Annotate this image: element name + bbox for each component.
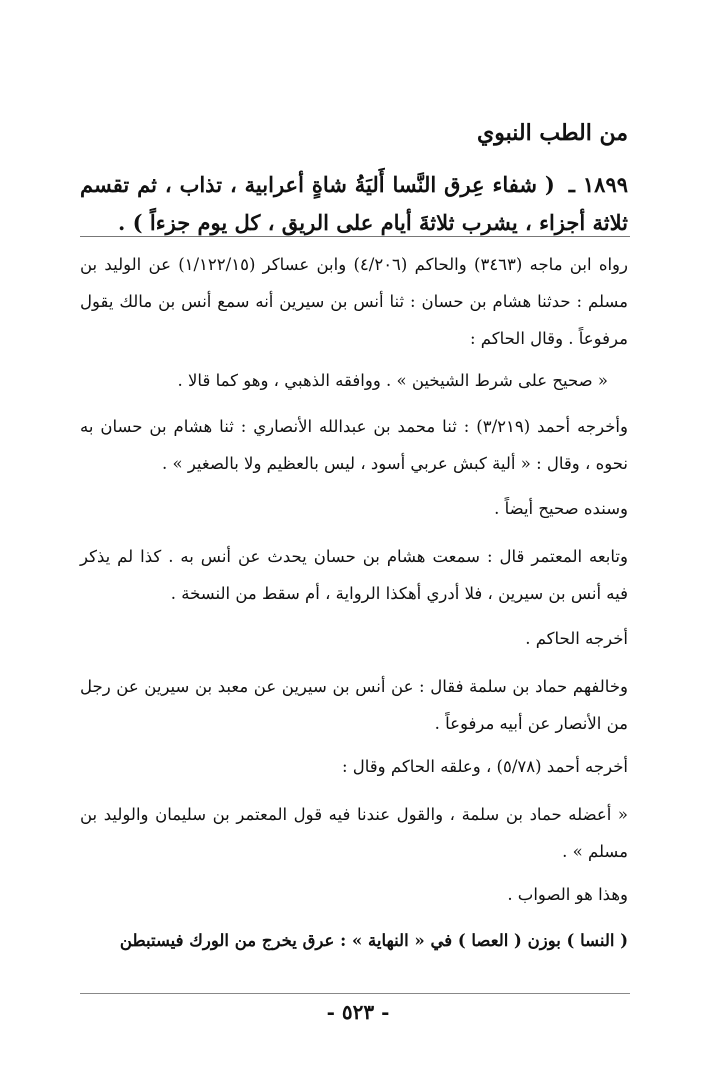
hadith-number: ١٨٩٩ ـ (568, 172, 629, 197)
paragraph-9: « أعضله حماد بن سلمة ، والقول عندنا فيه قول المعتمر بن سليمان والوليد بن مسلم » . (80, 805, 628, 861)
paragraph-4: وسنده صحيح أيضاً . (494, 499, 628, 518)
hadith-body: ( شفاء عِرق النَّسا أَليَةُ شاةٍ أعرابية ، تذاب ، ثم تقسم ثلاثة أجزاء ، يشرب ثلاثةَ أيام على الريق ، كل يوم جزءاً ) . (80, 172, 628, 235)
paragraph-5: وتابعه المعتمر قال : سمعت هشام بن حسان يحدث عن أنس به . كذا لم يذكر فيه أنس بن سيرين ، فلا أدري أهكذا الرواية ، أم سقط من النسخة . (80, 547, 628, 603)
page-number: - ٥٢٣ - (326, 1000, 390, 1024)
footer-rule (80, 993, 630, 994)
paragraph-7: وخالفهم حماد بن سلمة فقال : عن أنس بن سيرين عن معبد بن سيرين عن رجل من الأنصار عن أبيه مرفوعاً . (80, 677, 628, 733)
hadith-text (80, 166, 628, 242)
running-header: من الطب النبوي (477, 120, 628, 146)
paragraph-1: رواه ابن ماجه (٣٤٦٣) والحاكم (٤/٢٠٦) وابن عساكر (١/١٢٢/١٥) عن الوليد بن مسلم : حدثنا هشام بن حسان : ثنا أنس بن سيرين أنه سمع أنس بن مالك يقول مرفوعاً . وقال الحاكم : (80, 255, 628, 348)
paragraph-8: أخرجه أحمد (٥/٧٨) ، وعلقه الحاكم وقال : (341, 757, 628, 776)
paragraph-10: وهذا هو الصواب . (507, 885, 628, 904)
paragraph-2: « صحيح على شرط الشيخين » . ووافقه الذهبي ، وهو كما قالا . (177, 371, 608, 390)
footnote: ( النسا ) بوزن ( العصا ) في « النهاية » : عرق يخرج من الورك فيستبطن (119, 931, 628, 950)
separator-rule (80, 236, 630, 237)
paragraph-6: أخرجه الحاكم . (525, 629, 628, 648)
paragraph-3: وأخرجه أحمد (٣/٢١٩) : ثنا محمد بن عبدالله الأنصاري : ثنا هشام بن حسان به نحوه ، وقال : « ألية كبش عربي أسود ، ليس بالعظيم ولا بالصغير » . (80, 417, 628, 473)
